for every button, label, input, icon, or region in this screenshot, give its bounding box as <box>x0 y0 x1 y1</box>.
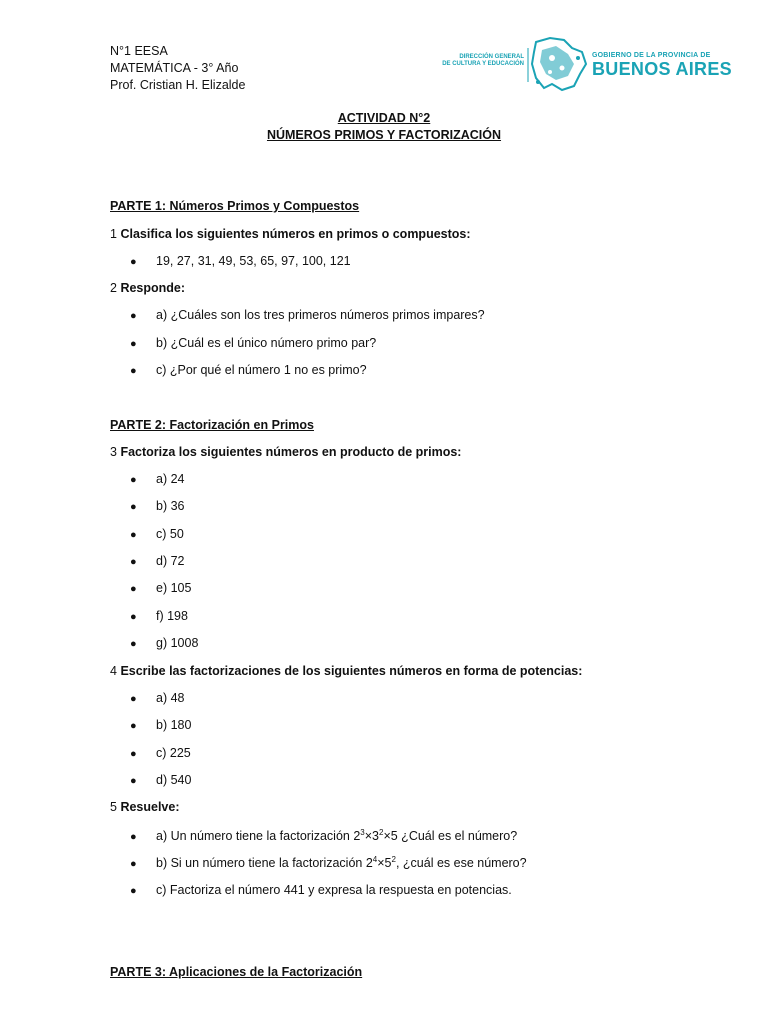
bullet-icon: ● <box>130 256 137 268</box>
province-name: BUENOS AIRES <box>592 59 732 79</box>
list-item: ● f) 198 <box>130 609 188 623</box>
bullet-icon: ● <box>130 720 137 732</box>
bullet-icon: ● <box>130 638 137 650</box>
teacher-name: Prof. Cristian H. Elizalde <box>110 78 246 92</box>
list-item: ● c) 50 <box>130 527 184 541</box>
list-item: ● d) 540 <box>130 773 192 787</box>
list-item: ● c) Factoriza el número 441 y expresa la respuesta en potencias. <box>130 883 512 897</box>
question-5: 5 Resuelve: <box>110 800 180 814</box>
bullet-icon: ● <box>130 611 137 623</box>
list-item: ● g) 1008 <box>130 636 199 650</box>
bullet-icon: ● <box>130 556 137 568</box>
bullet-icon: ● <box>130 775 137 787</box>
question-3: 3 Factoriza los siguientes números en producto de primos: <box>110 445 462 459</box>
bullet-icon: ● <box>130 501 137 513</box>
dgce-logo-text: DIRECCIÓN GENERAL DE CULTURA Y EDUCACIÓN <box>442 54 524 67</box>
bullet-icon: ● <box>130 748 137 760</box>
bullet-icon: ● <box>130 858 137 870</box>
list-item: ● e) 105 <box>130 581 192 595</box>
list-item: ● a) 48 <box>130 691 185 705</box>
list-item: ● b) 180 <box>130 718 192 732</box>
list-item: ● d) 72 <box>130 554 185 568</box>
bullet-icon: ● <box>130 583 137 595</box>
list-item: ● a) 24 <box>130 472 185 486</box>
bullet-icon: ● <box>130 365 137 377</box>
list-item: ● b) Si un número tiene la factorización $2^4\times 5^2$, ¿cuál es ese número? <box>130 855 527 870</box>
subject-year: MATEMÁTICA - 3° Año <box>110 61 239 75</box>
list-item: ● a) Un número tiene la factorización $2^3\times 3^2\times 5$ ¿Cuál es el número? <box>130 828 518 843</box>
list-item: ● a) ¿Cuáles son los tres primeros números primos impares? <box>130 308 485 322</box>
question-1: 1 Clasifica los siguientes números en primos o compuestos: <box>110 227 471 241</box>
activity-topic: NÚMEROS PRIMOS Y FACTORIZACIÓN <box>266 128 502 142</box>
bullet-icon: ● <box>130 474 137 486</box>
list-item: ● c) 225 <box>130 746 191 760</box>
list-item: ● b) ¿Cuál es el único número primo par? <box>130 336 377 350</box>
bullet-icon: ● <box>130 885 137 897</box>
section-heading-parte3: PARTE 3: Aplicaciones de la Factorización <box>110 965 363 979</box>
list-item: ● c) ¿Por qué el número 1 no es primo? <box>130 363 367 377</box>
list-item: ● 19, 27, 31, 49, 53, 65, 97, 100, 121 <box>130 254 351 268</box>
section-heading-parte1: PARTE 1: Números Primos y Compuestos <box>110 199 360 213</box>
activity-number: ACTIVIDAD N°2 <box>337 111 431 125</box>
school-name: N°1 EESA <box>110 44 168 58</box>
bullet-icon: ● <box>130 529 137 541</box>
section-heading-parte2: PARTE 2: Factorización en Primos <box>110 418 314 432</box>
bullet-icon: ● <box>130 310 137 322</box>
bullet-icon: ● <box>130 831 137 843</box>
question-2: 2 Responde: <box>110 281 186 295</box>
header-info <box>110 43 245 94</box>
list-item: ● b) 36 <box>130 499 185 513</box>
question-4: 4 Escribe las factorizaciones de los siguientes números en forma de potencias: <box>110 664 583 678</box>
government-label: GOBIERNO DE LA PROVINCIA DE <box>592 52 711 59</box>
activity-title <box>0 110 768 144</box>
government-logo <box>432 34 732 94</box>
bullet-icon: ● <box>130 693 137 705</box>
bullet-icon: ● <box>130 338 137 350</box>
